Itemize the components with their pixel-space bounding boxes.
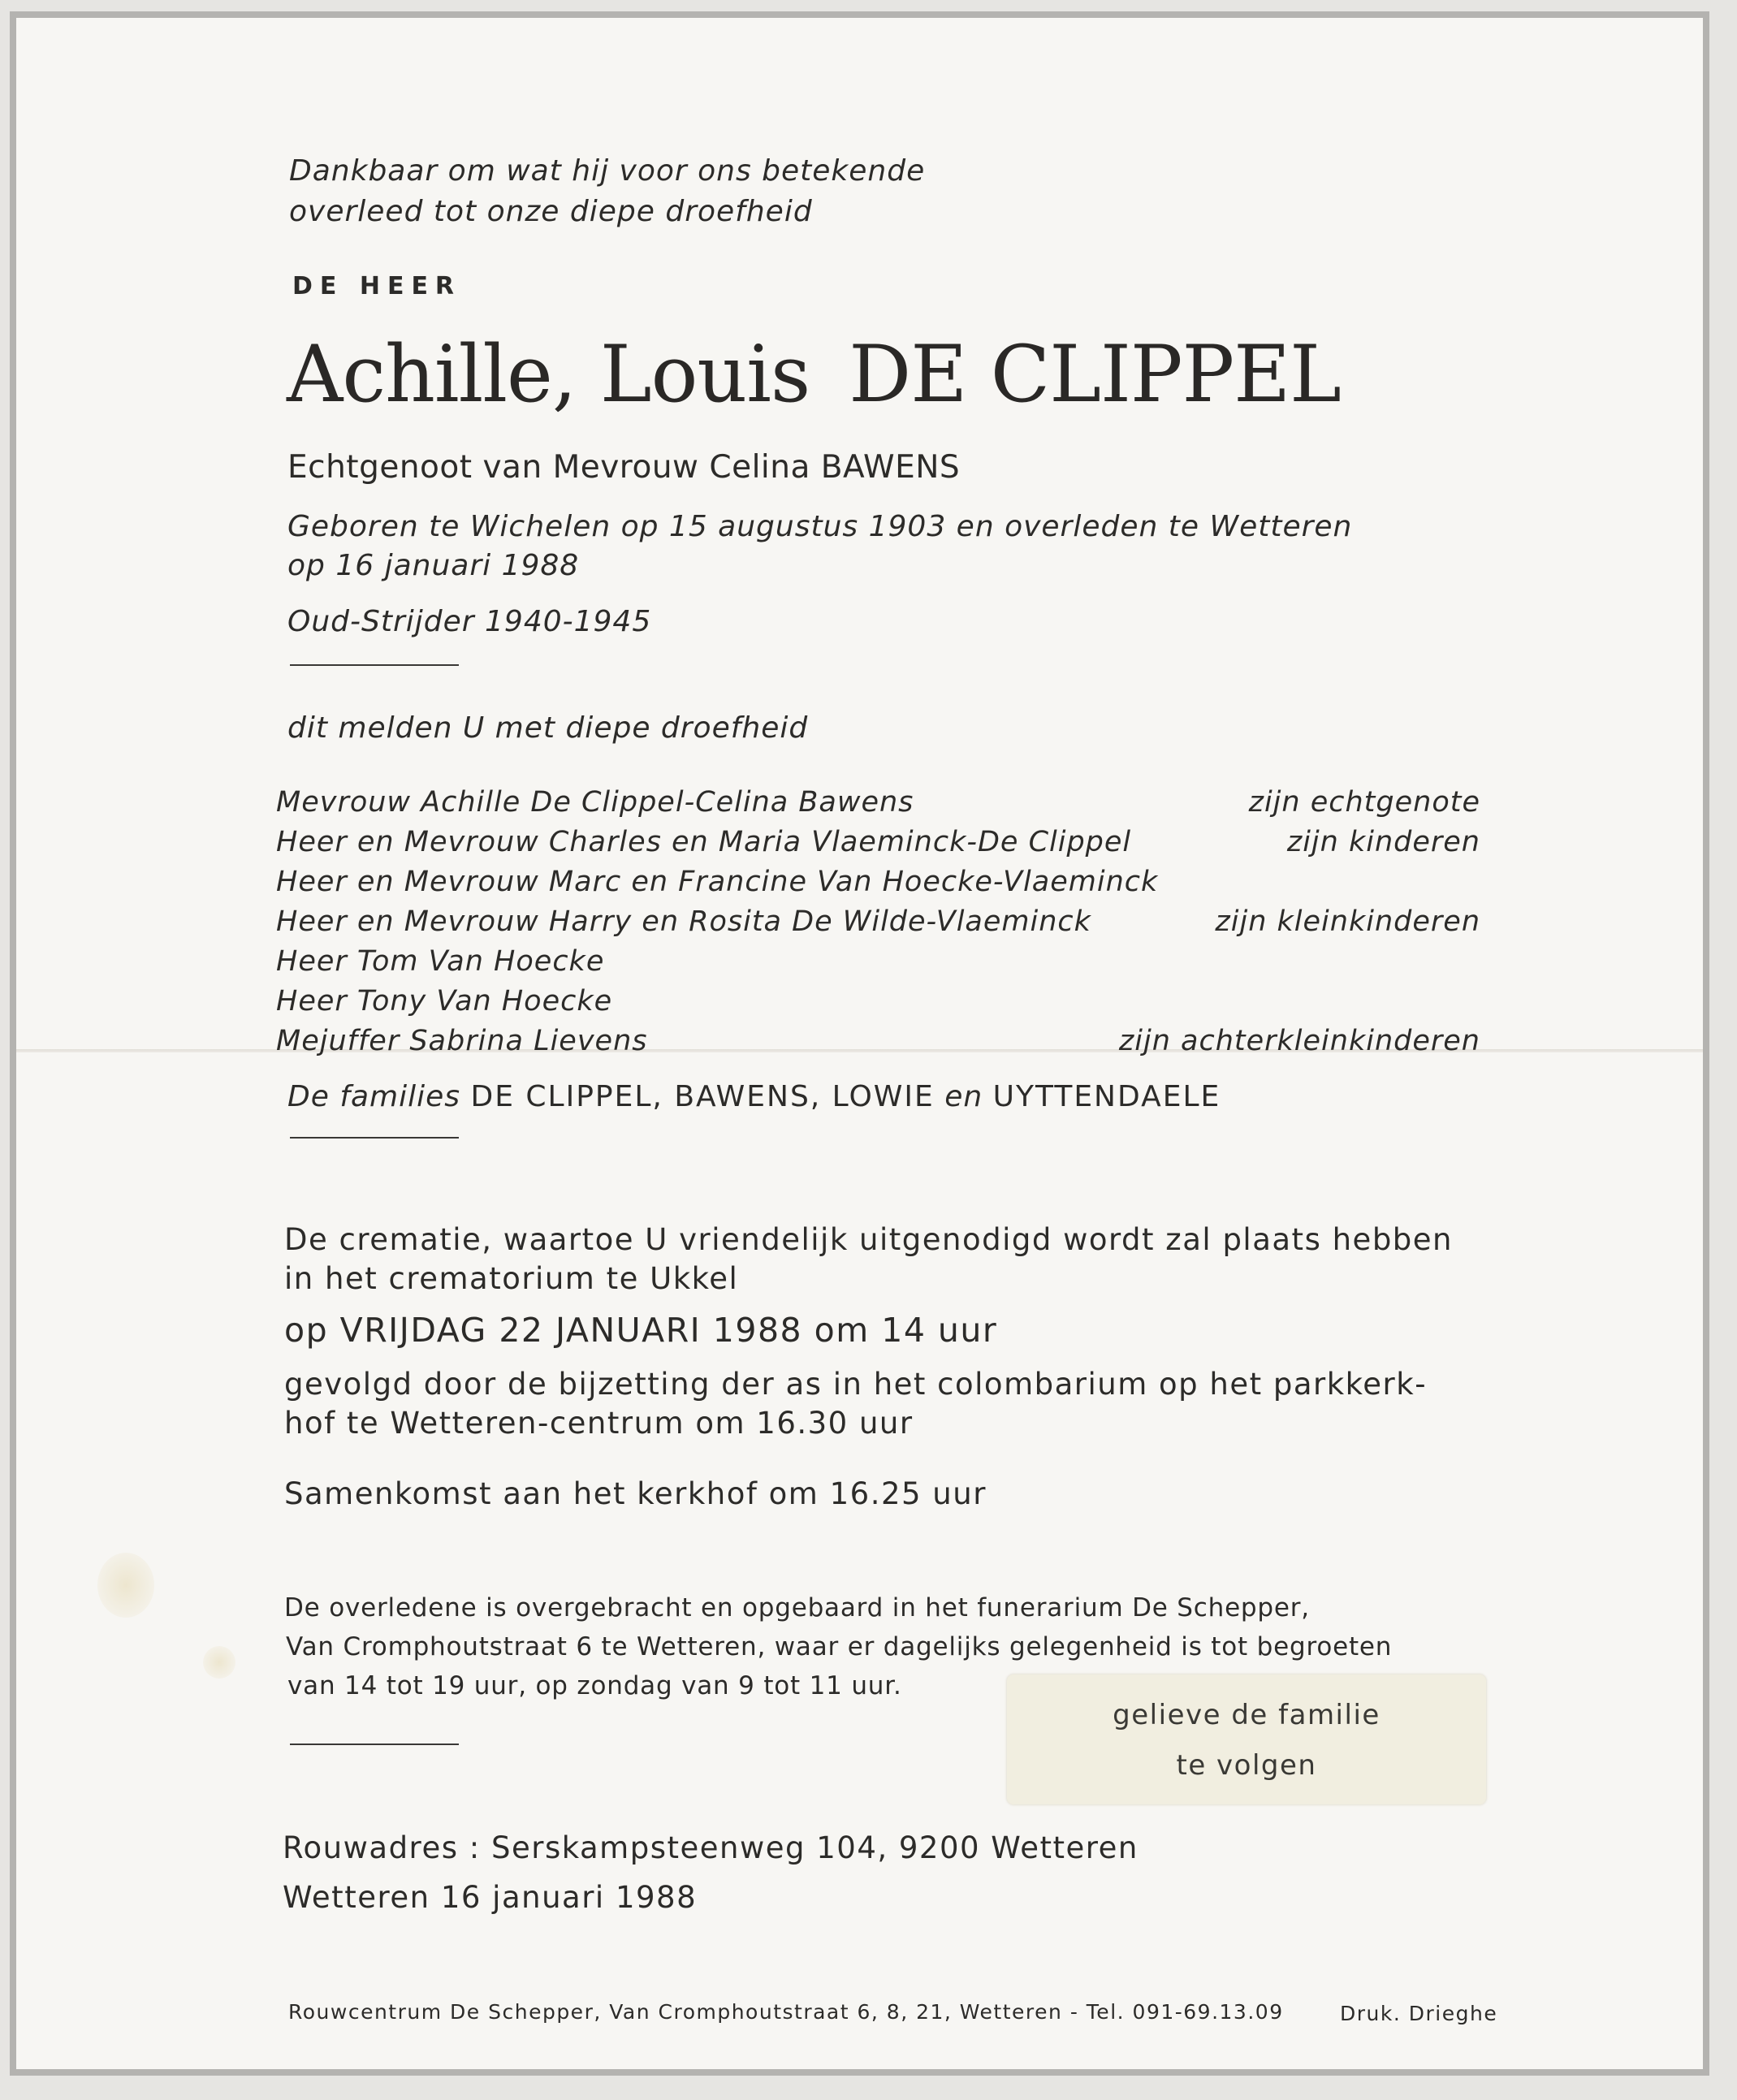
- relative-name: Heer Tom Van Hoecke: [276, 945, 605, 978]
- families-last: UYTTENDAELE: [992, 1080, 1221, 1113]
- meeting-line: Samenkomst aan het kerkhof om 16.25 uur: [284, 1476, 987, 1511]
- separator: [290, 664, 459, 666]
- stain: [203, 1646, 235, 1679]
- funeral-home-line-3: van 14 tot 19 uur, op zondag van 9 tot 11 uur.: [287, 1671, 902, 1700]
- relative-name: Heer Tony Van Hoecke: [276, 985, 613, 1018]
- relative-relation: zijn kinderen: [1286, 826, 1480, 858]
- given-names: Achille, Louis: [287, 329, 810, 420]
- intro-line-1: Dankbaar om wat hij voor ons betekende: [289, 154, 926, 188]
- funeral-home-line-2: Van Cromphoutstraat 6 te Wetteren, waar er dagelijks gelegenheid is tot begroeten: [286, 1632, 1393, 1661]
- sticker-line-1: gelieve de familie: [1113, 1699, 1381, 1731]
- relative-row: [276, 985, 1480, 1025]
- relative-name: Mejuffer Sabrina Lievens: [276, 1025, 648, 1057]
- birth-line-2: op 16 januari 1988: [287, 549, 580, 582]
- funeral-home-line-1: De overledene is overgebracht en opgebaard in het funerarium De Schepper,: [284, 1593, 1310, 1623]
- relative-relation: zijn echtgenote: [1248, 786, 1480, 819]
- relative-name: Heer en Mevrouw Harry en Rosita De Wilde-Vlaeminck: [276, 905, 1091, 938]
- title-de-heer: DE HEER: [292, 272, 462, 300]
- separator: [290, 1744, 459, 1745]
- families-names: DE CLIPPEL, BAWENS, LOWIE: [470, 1080, 935, 1113]
- relative-row: [276, 1025, 1480, 1065]
- sticker-line-2: te volgen: [1176, 1749, 1317, 1782]
- printer-credit: Druk. Drieghe: [1340, 2002, 1498, 2025]
- families-line: [287, 1080, 1221, 1113]
- place-date: Wetteren 16 januari 1988: [283, 1880, 698, 1915]
- relative-name: Heer en Mevrouw Charles en Maria Vlaeminck-De Clippel: [276, 826, 1132, 858]
- follow-family-sticker: [1007, 1674, 1486, 1804]
- relative-name: Heer en Mevrouw Marc en Francine Van Hoecke-Vlaeminck: [276, 866, 1159, 898]
- announce-line: dit melden U met diepe droefheid: [287, 711, 809, 745]
- stain: [97, 1553, 154, 1618]
- mourning-address: Rouwadres : Serskampsteenweg 104, 9200 Wetteren: [283, 1830, 1139, 1865]
- relative-row: [276, 786, 1480, 826]
- relative-name: Mevrouw Achille De Clippel-Celina Bawens: [276, 786, 914, 819]
- separator: [290, 1137, 459, 1139]
- families-connector: en: [944, 1080, 983, 1113]
- relative-row: [276, 945, 1480, 985]
- cremation-date: op VRIJDAG 22 JANUARI 1988 om 14 uur: [284, 1311, 998, 1350]
- surname: DE CLIPPEL: [849, 329, 1341, 420]
- undertaker-footer: Rouwcentrum De Schepper, Van Cromphoutstraat 6, 8, 21, Wetteren - Tel. 091-69.13.09: [288, 2000, 1284, 2024]
- relative-row: [276, 905, 1480, 945]
- birth-line-1: Geboren te Wichelen op 15 augustus 1903 en overleden te Wetteren: [287, 510, 1353, 543]
- relative-row: [276, 866, 1480, 905]
- cremation-line-4: hof te Wetteren-centrum om 16.30 uur: [284, 1406, 914, 1441]
- spouse-line: Echtgenoot van Mevrouw Celina BAWENS: [287, 449, 961, 486]
- intro-line-2: overleed tot onze diepe droefheid: [289, 195, 813, 228]
- cremation-line-2: in het crematorium te Ukkel: [284, 1261, 739, 1296]
- cremation-line-3: gevolgd door de bijzetting der as in het colombarium op het parkkerk-: [284, 1367, 1428, 1402]
- cremation-line-1: De crematie, waartoe U vriendelijk uitgenodigd wordt zal plaats hebben: [284, 1222, 1454, 1257]
- relative-relation: zijn kleinkinderen: [1215, 905, 1480, 938]
- families-prefix: De families: [287, 1080, 461, 1113]
- relative-row: [276, 826, 1480, 866]
- deceased-name: [287, 329, 1341, 420]
- relatives-list: [276, 786, 1480, 1065]
- relative-relation: zijn achterkleinkinderen: [1118, 1025, 1480, 1057]
- veteran-line: Oud-Strijder 1940-1945: [287, 605, 652, 638]
